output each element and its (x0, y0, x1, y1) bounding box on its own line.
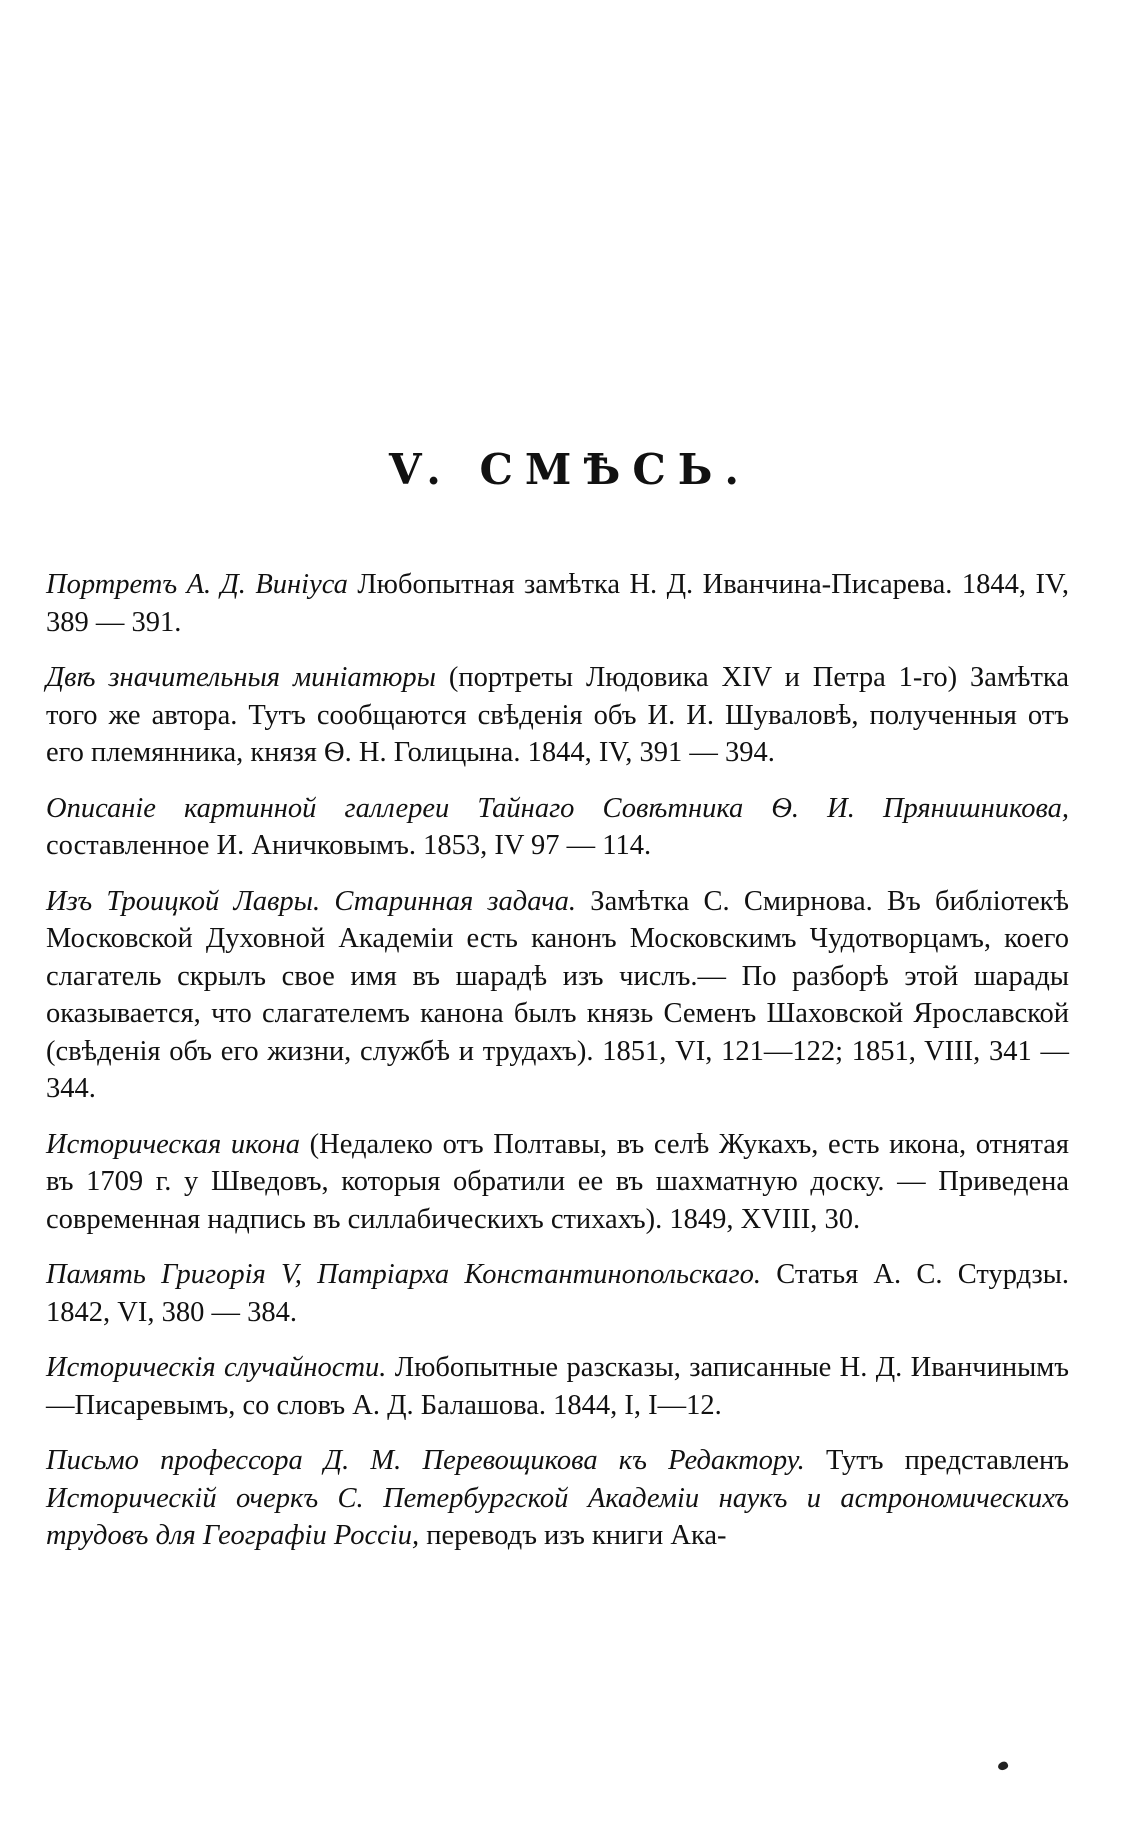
entry-text: Замѣтка С. Смирнова. Въ библіотекѣ Московской Духовной Академіи есть канонъ Московскимъ Чудотворцамъ, коего слагатель скрылъ свое имя въ шарадѣ изъ числъ.— По разборѣ этой шарады оказывается, что слагателемъ канона былъ князь Семенъ Шаховской Ярославской (свѣденія объ его жизни, службѣ и трудахъ). (46, 885, 1069, 1067)
entry-text: Любопытная замѣтка Н. Д. Иванчина-Писарева. (347, 569, 962, 600)
entry-patriarch-gregory (46, 1256, 1069, 1331)
entry-title: Изъ Троицкой Лавры. Старинная задача. (46, 885, 577, 917)
entry-title: Историческія случайности. (46, 1352, 387, 1383)
entry-reference: 1844, I, I—12. (553, 1389, 722, 1421)
entry-title: Историческая икона (46, 1128, 300, 1160)
entry-trinity-lavra (46, 883, 1069, 1108)
entry-text: (Недалеко отъ Полтавы, въ селѣ Жукахъ, есть икона, отнятая въ 1709 г. у Шведовъ, которыя обратили ее въ шахматную доску. — Приведена современная надпись въ силлабическихъ стихахъ). (46, 1128, 1069, 1235)
entry-text: Любопытные разсказы, записанные Н. Д. Иванчинымъ—Писаревымъ, со словъ А. Д. Балашова. (46, 1352, 1069, 1421)
entry-vinius-portrait (46, 566, 1069, 641)
entry-reference: 1851, VI, 121—122; 1851, VIII, 341 — 344. (46, 1035, 1070, 1104)
entry-title: Описаніе картинной галлереи Тайнаго Совѣтника Ѳ. И. Прянишникова, (46, 792, 1069, 824)
entry-title: Письмо профессора Д. М. Перевощикова къ Редактору. (46, 1445, 805, 1476)
entry-text-continued: переводъ изъ книги Ака- (419, 1520, 727, 1551)
entry-text: (портреты Людовика XIV и Петра 1-го) Замѣтка того же автора. Тутъ сообщаются свѣденія объ И. И. Шуваловѣ, полученныя отъ его племянника, князя Ѳ. Н. Голицына. (46, 662, 1069, 768)
entry-text: составленное И. Аничковымъ. (46, 830, 424, 861)
entry-reference: 1849, XVIII, 30. (669, 1203, 861, 1235)
entry-title: Портретъ А. Д. Виніуса (46, 569, 348, 600)
entry-two-miniatures (46, 659, 1069, 772)
entry-title: Память Григорія V, Патріарха Константинопольскаго. (46, 1259, 762, 1290)
entry-list (46, 566, 1069, 1573)
entry-reference: 1844, IV, 391 — 394. (527, 737, 775, 768)
entry-historical-icon (46, 1126, 1069, 1239)
entry-title: Двѣ значительныя миніатюры (46, 662, 436, 693)
entry-historical-accidents (46, 1349, 1069, 1424)
entry-gallery-description (46, 790, 1069, 865)
entry-reference: 1844, IV, 389 — 391. (46, 569, 1069, 638)
ink-mark (997, 1760, 1010, 1772)
entry-text: Тутъ представленъ (804, 1445, 1069, 1476)
entry-reference: 1853, IV 97 — 114. (423, 830, 652, 861)
entry-text: Статья А. С. Стурдзы. (761, 1259, 1069, 1290)
entry-subtitle: Историческій очеркъ С. Петербургской Академіи наукъ и астрономическихъ трудовъ для Географіи Россіи, (46, 1482, 1069, 1551)
entry-perevoshchikov-letter (46, 1442, 1069, 1555)
entry-reference: 1842, VI, 380 — 384. (46, 1296, 297, 1328)
section-title: V. СМѢСЬ. (388, 445, 752, 494)
